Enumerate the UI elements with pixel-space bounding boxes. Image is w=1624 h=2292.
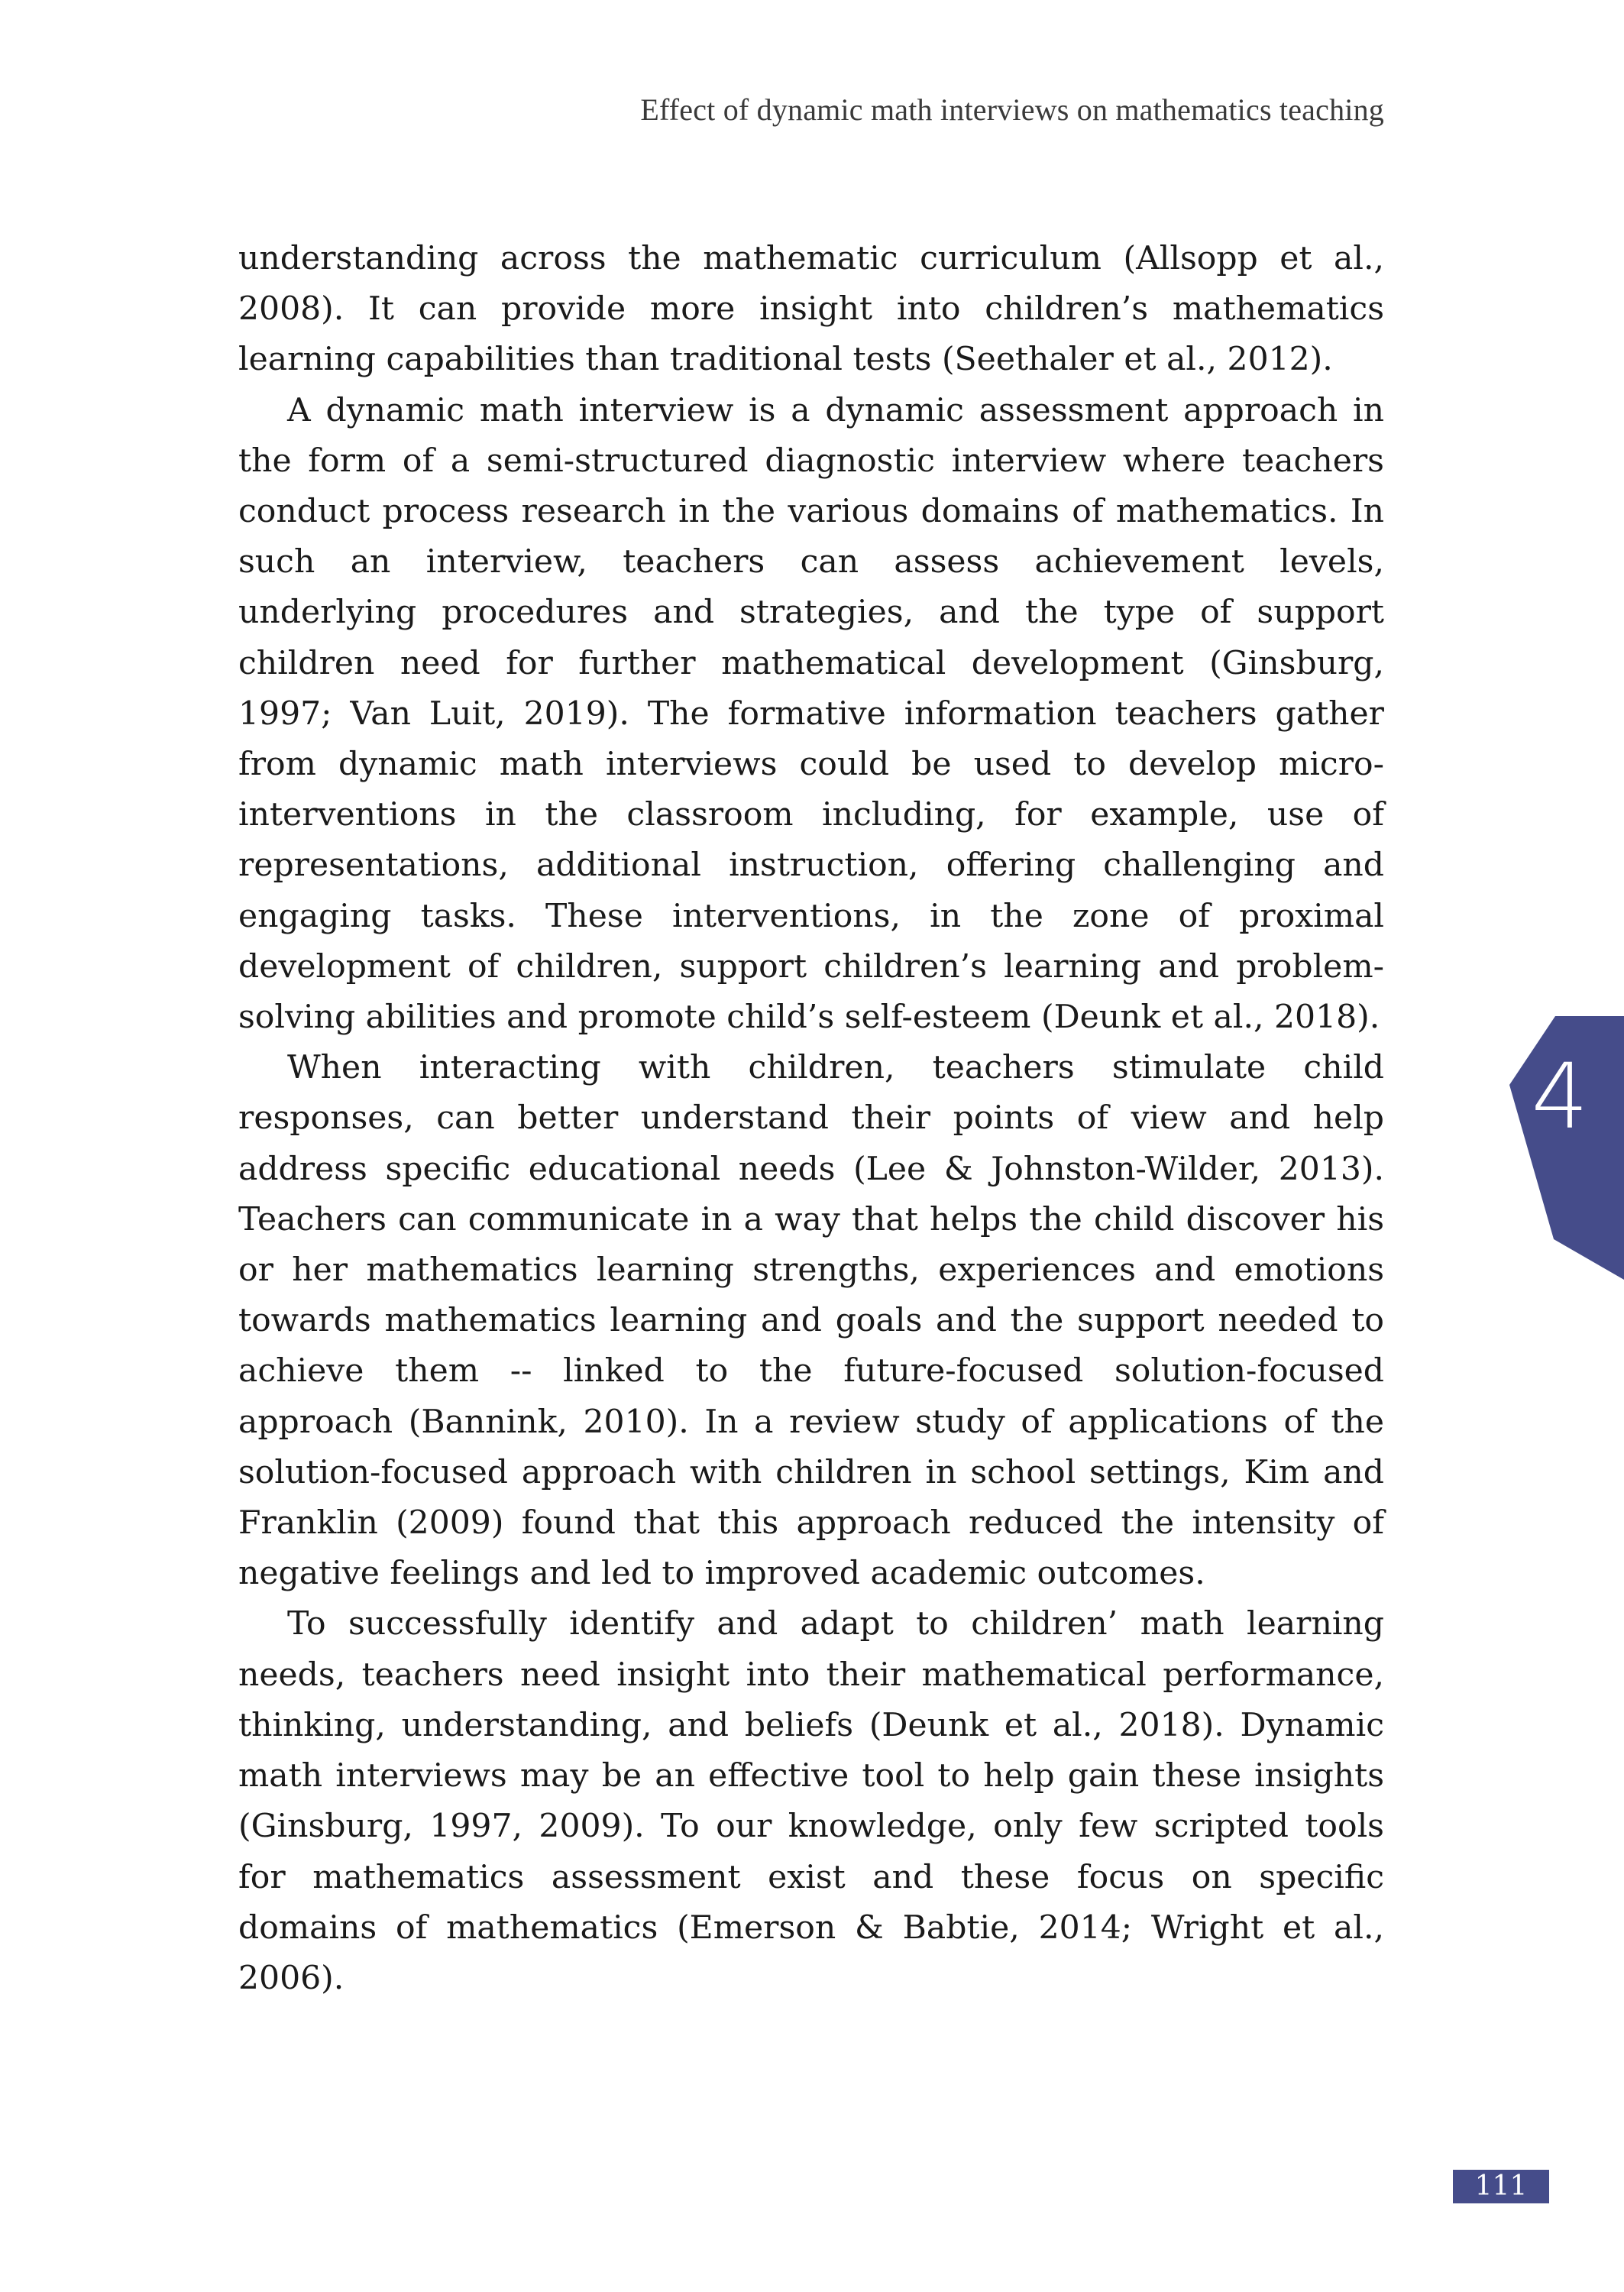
paragraph-2: A dynamic math interview is a dynamic assessment approach in the form of a semi-structured diagnostic interview where teachers conduct process research in the various domains of mathematics. In such an interview, teachers can assess achievement levels, underlying procedures and strategies, and the type of support children need for further mathematical development (Ginsburg, 1997; Van Luit, 2019). The formative information teachers gather from dynamic math interviews could be used to develop micro-interventions in the classroom including, for example, use of representations, additional instruction, offering challenging and engaging tasks. These interventions, in the zone of proximal development of children, support children’s learning and problem-solving abilities and promote child’s self-esteem (Deunk et al., 2018). bbox=[238, 391, 1384, 1037]
body-text bbox=[238, 234, 1384, 2004]
paragraph-3: When interacting with children, teachers stimulate child responses, can better understand their points of view and help address specific educational needs (Lee & Johnston-Wilder, 2013). Teachers can communicate in a way that helps the child discover his or her mathematics learning strengths, experiences and emotions towards mathematics learning and goals and the support needed to achieve them -- linked to the future-focused solution-focused approach (Bannink, 2010). In a review study of applications of the solution-focused approach with children in school settings, Kim and Franklin (2009) found that this approach reduced the intensity of negative feelings and led to improved academic outcomes. bbox=[238, 1049, 1384, 1593]
chapter-tab bbox=[1509, 1016, 1624, 1280]
chapter-number: 4 bbox=[1531, 1044, 1589, 1149]
page-number: 111 bbox=[1453, 2170, 1549, 2203]
paragraph-4: To successfully identify and adapt to children’ math learning needs, teachers need insight into their mathematical performance, thinking, understanding, and beliefs (Deunk et al., 2018). Dynamic math interviews may be an effective tool to help gain these insights (Ginsburg, 1997, 2009). To our knowledge, only few scripted tools for mathematics assessment exist and these focus on specific domains of mathematics (Emerson & Babtie, 2014; Wright et al., 2006). bbox=[238, 1605, 1384, 1997]
paragraph-1: understanding across the mathematic curriculum (Allsopp et al., 2008). It can provide more insight into children’s mathematics learning capabilities than traditional tests (Seethaler et al., 2012). bbox=[238, 240, 1384, 379]
running-header-title: Effect of dynamic math interviews on mathematics teaching bbox=[640, 92, 1384, 127]
